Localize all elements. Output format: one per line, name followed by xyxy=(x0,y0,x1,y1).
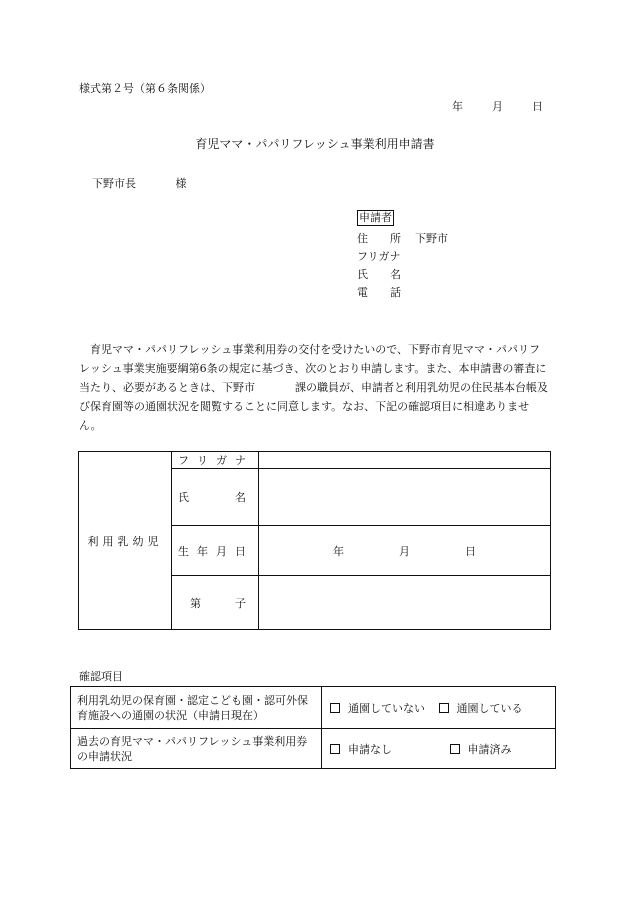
checkbox-not-attending[interactable] xyxy=(330,703,340,713)
date-day-label: 日 xyxy=(532,100,543,113)
address-label: 住 所 xyxy=(357,232,401,245)
confirm-question-1: 利用乳幼児の保育園・認定こども園・認可外保育施設への通園の状況（申請日現在） xyxy=(71,687,322,729)
dob-day-label: 日 xyxy=(465,544,476,558)
child-name-label: 氏 名 xyxy=(172,469,259,526)
confirm-question-2: 過去の育児ママ・パパリフレッシュ事業利用券の申請状況 xyxy=(71,729,322,769)
option-applied[interactable]: 申請済み xyxy=(450,741,512,757)
consent-text-part1: 育児ママ・パパリフレッシュ事業利用券の交付を受けたいので、下野市育児ママ・パパリフレッシュ事業実施要綱第6条の規定に基づき、次のとおり申請します。また、本申請書の審査に当たり、必要があるときは、下野市 xyxy=(79,343,547,394)
child-dob-field[interactable] xyxy=(259,526,551,576)
dob-month-label: 月 xyxy=(399,544,410,558)
child-furigana-label: フ リ ガ ナ xyxy=(172,452,259,469)
applicant-address-row xyxy=(357,232,448,246)
confirm-table xyxy=(70,686,556,769)
addressee xyxy=(92,177,187,191)
option-not-attending[interactable]: 通園していない xyxy=(330,700,425,716)
checkbox-not-applied[interactable] xyxy=(330,744,340,754)
consent-paragraph xyxy=(79,340,549,435)
child-order-label: 第 子 xyxy=(172,576,259,630)
addressee-name: 下野市長 xyxy=(92,177,136,190)
child-dob-label: 生 年 月 日 xyxy=(172,526,259,576)
date-line xyxy=(452,100,543,114)
dob-year-label: 年 xyxy=(333,544,344,558)
address-value[interactable]: 下野市 xyxy=(415,232,448,245)
child-order-field[interactable] xyxy=(259,576,551,630)
applicant-name-row xyxy=(357,268,415,282)
checkbox-applied[interactable] xyxy=(450,744,460,754)
confirm-title: 確認項目 xyxy=(79,670,123,683)
child-table-header: 利用乳幼児 xyxy=(79,452,172,630)
confirm-options-1 xyxy=(322,687,556,729)
addressee-honorific: 様 xyxy=(175,177,187,190)
checkbox-attending[interactable] xyxy=(439,703,449,713)
confirm-options-2 xyxy=(322,729,556,769)
child-info-table xyxy=(78,451,551,630)
date-month-label: 月 xyxy=(492,100,503,113)
date-year-label: 年 xyxy=(452,100,463,113)
form-number: 様式第２号（第６条関係） xyxy=(79,82,211,95)
option-not-applied[interactable]: 申請なし xyxy=(330,741,446,757)
furigana-label: フリガナ xyxy=(357,250,401,263)
child-name-field[interactable] xyxy=(259,469,551,526)
applicant-furigana-row xyxy=(357,250,415,264)
applicant-phone-row xyxy=(357,286,415,300)
phone-label: 電 話 xyxy=(357,286,401,299)
name-label: 氏 名 xyxy=(357,268,401,281)
applicant-heading: 申請者 xyxy=(359,211,392,224)
child-furigana-field[interactable] xyxy=(259,452,551,469)
consent-text-part2: 課の職員が、申請者と利用乳幼児の住民基本台帳及び保育園等の通園状況を閲覧することに同意します。なお、下記の確認項目に相違ありません。 xyxy=(79,381,548,432)
document-title: 育児ママ・パパリフレッシュ事業利用申請書 xyxy=(195,137,435,151)
option-attending[interactable]: 通園している xyxy=(439,700,523,716)
